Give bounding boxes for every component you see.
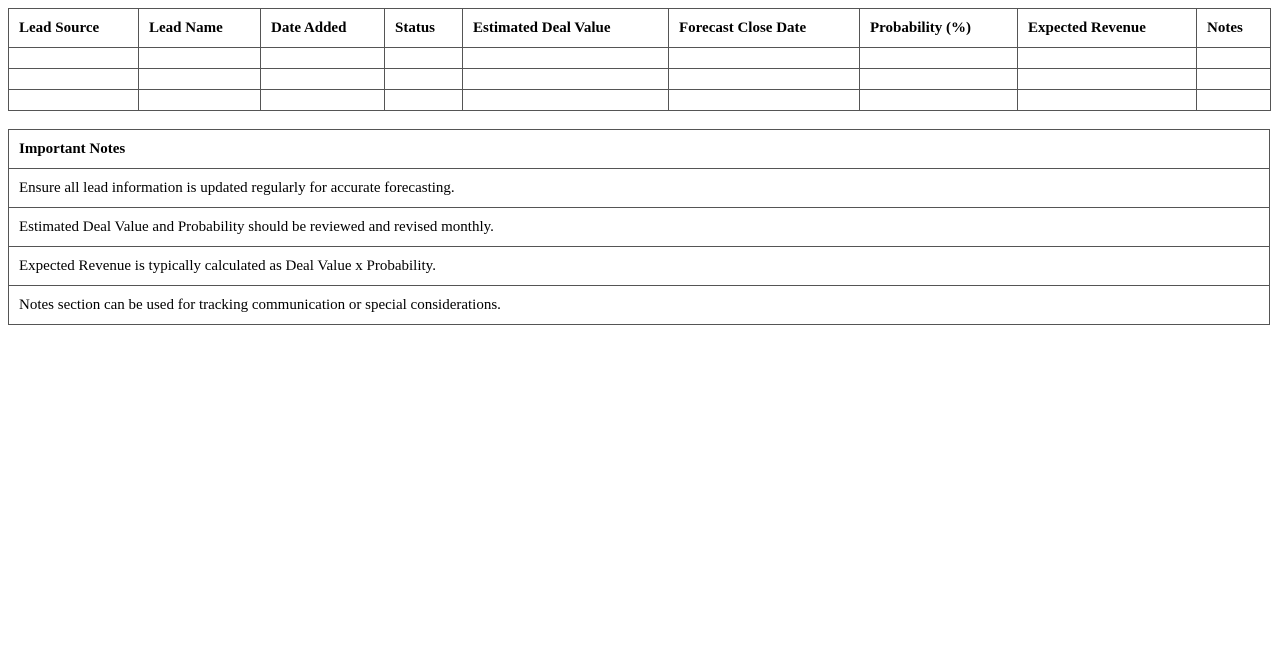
table-cell[interactable] bbox=[1018, 69, 1197, 90]
notes-title: Important Notes bbox=[9, 130, 1270, 169]
table-row bbox=[9, 90, 1271, 111]
note-item: Ensure all lead information is updated regularly for accurate forecasting. bbox=[9, 169, 1270, 208]
table-cell[interactable] bbox=[860, 48, 1018, 69]
leads-table bbox=[8, 8, 1271, 111]
table-cell[interactable] bbox=[9, 48, 139, 69]
notes-header-row bbox=[9, 130, 1270, 169]
table-header-row bbox=[9, 9, 1271, 48]
table-cell[interactable] bbox=[463, 48, 669, 69]
column-header-lead-name: Lead Name bbox=[139, 9, 261, 48]
column-header-status: Status bbox=[385, 9, 463, 48]
table-cell[interactable] bbox=[463, 69, 669, 90]
table-cell[interactable] bbox=[669, 90, 860, 111]
note-item: Expected Revenue is typically calculated as Deal Value x Probability. bbox=[9, 247, 1270, 286]
table-cell[interactable] bbox=[463, 90, 669, 111]
column-header-expected-revenue: Expected Revenue bbox=[1018, 9, 1197, 48]
table-cell[interactable] bbox=[261, 48, 385, 69]
table-cell[interactable] bbox=[385, 90, 463, 111]
table-cell[interactable] bbox=[261, 90, 385, 111]
table-row bbox=[9, 48, 1271, 69]
table-cell[interactable] bbox=[139, 48, 261, 69]
table-cell[interactable] bbox=[1197, 48, 1271, 69]
important-notes-table bbox=[8, 129, 1270, 325]
column-header-date-added: Date Added bbox=[261, 9, 385, 48]
table-row bbox=[9, 69, 1271, 90]
table-cell[interactable] bbox=[860, 69, 1018, 90]
table-cell[interactable] bbox=[1018, 90, 1197, 111]
table-cell[interactable] bbox=[261, 69, 385, 90]
page-content bbox=[8, 8, 1270, 325]
column-header-probability: Probability (%) bbox=[860, 9, 1018, 48]
table-cell[interactable] bbox=[1197, 69, 1271, 90]
notes-row bbox=[9, 286, 1270, 325]
table-cell[interactable] bbox=[139, 69, 261, 90]
table-cell[interactable] bbox=[9, 90, 139, 111]
table-cell[interactable] bbox=[669, 69, 860, 90]
table-cell[interactable] bbox=[385, 69, 463, 90]
column-header-forecast-close-date: Forecast Close Date bbox=[669, 9, 860, 48]
column-header-estimated-deal-value: Estimated Deal Value bbox=[463, 9, 669, 48]
table-cell[interactable] bbox=[669, 48, 860, 69]
notes-row bbox=[9, 169, 1270, 208]
table-cell[interactable] bbox=[9, 69, 139, 90]
table-cell[interactable] bbox=[1197, 90, 1271, 111]
table-cell[interactable] bbox=[385, 48, 463, 69]
column-header-notes: Notes bbox=[1197, 9, 1271, 48]
column-header-lead-source: Lead Source bbox=[9, 9, 139, 48]
note-item: Notes section can be used for tracking communication or special considerations. bbox=[9, 286, 1270, 325]
note-item: Estimated Deal Value and Probability should be reviewed and revised monthly. bbox=[9, 208, 1270, 247]
notes-row bbox=[9, 247, 1270, 286]
notes-row bbox=[9, 208, 1270, 247]
table-cell[interactable] bbox=[139, 90, 261, 111]
table-cell[interactable] bbox=[1018, 48, 1197, 69]
table-cell[interactable] bbox=[860, 90, 1018, 111]
